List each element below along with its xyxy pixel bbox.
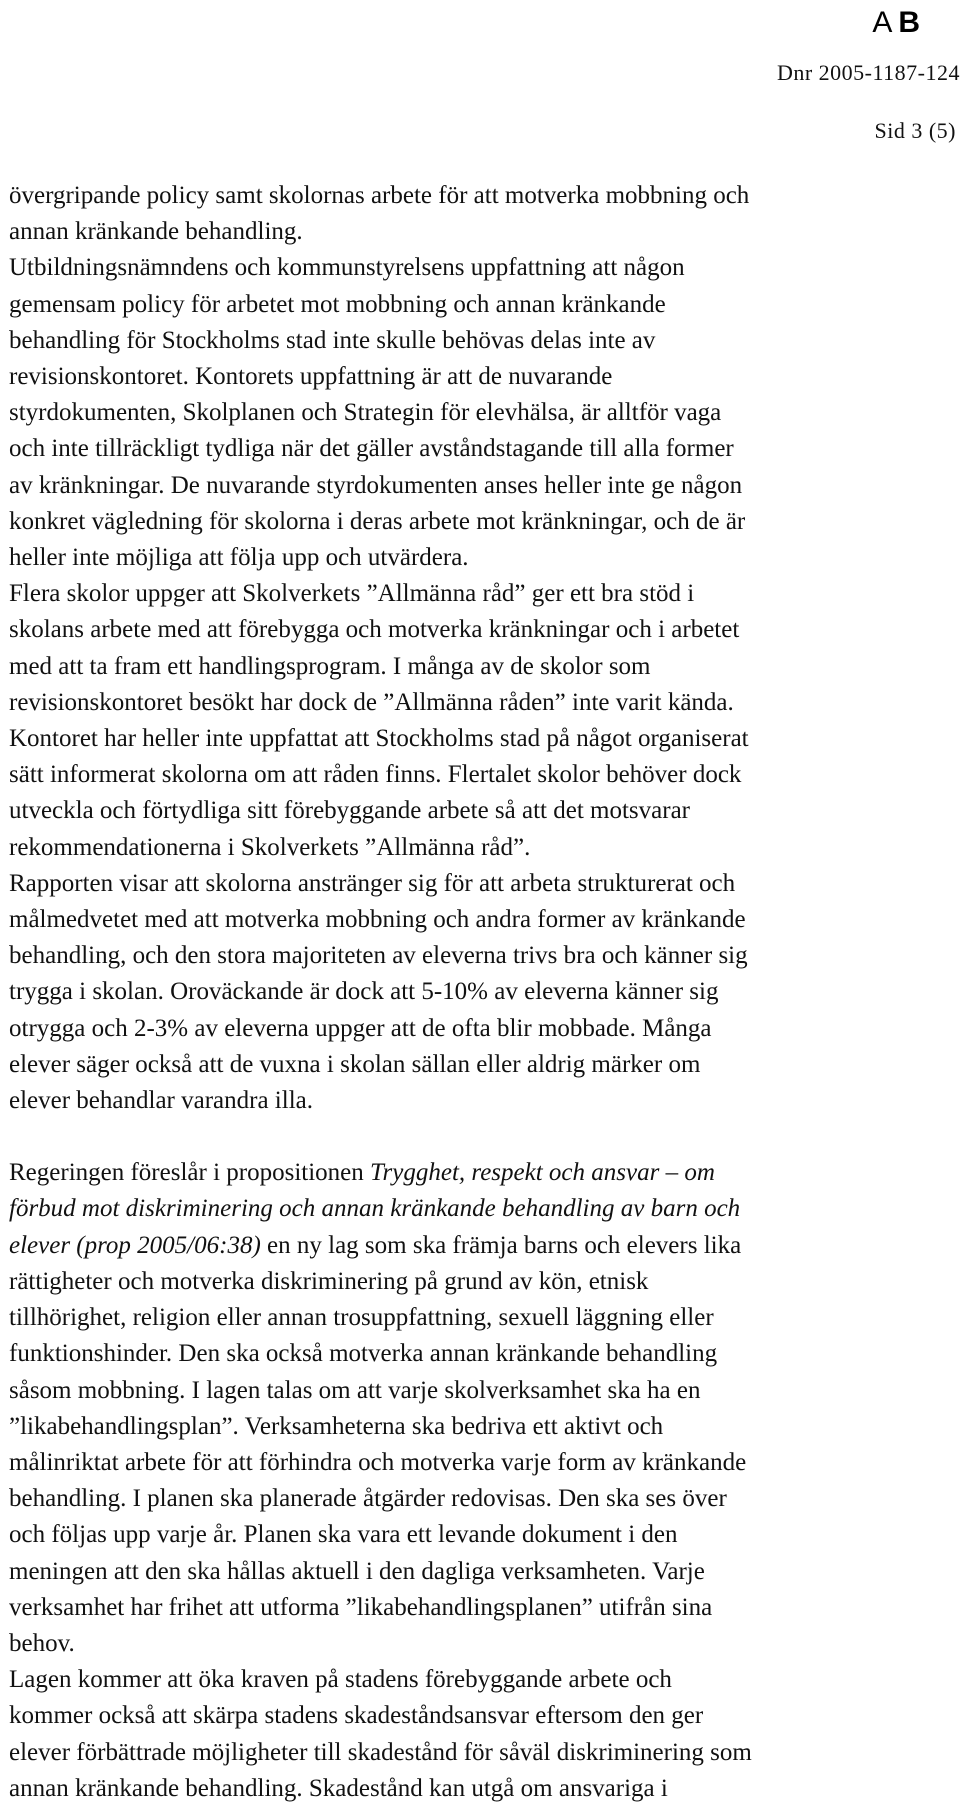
text-line: heller inte möjliga att följa upp och utvärdera. xyxy=(9,544,469,572)
text-line: gemensam policy för arbetet mot mobbning och annan kränkande xyxy=(9,290,666,318)
text-line: annan kränkande behandling. Skadestånd kan utgå om ansvariga i xyxy=(9,1774,668,1802)
text-line: annan kränkande behandling. xyxy=(9,218,303,246)
text-line: rättigheter och motverka diskriminering på grund av kön, etnisk xyxy=(9,1267,649,1295)
text-line: av kränkningar. De nuvarande styrdokumenten anses heller inte ge någon xyxy=(9,471,743,499)
text-line: behov. xyxy=(9,1629,75,1657)
text-line: verksamhet har frihet att utforma ”likabehandlingsplanen” utifrån sina xyxy=(9,1593,713,1621)
paragraph-6 xyxy=(9,1662,954,1807)
text-run: Regeringen föreslår i propositionen xyxy=(9,1159,371,1187)
proposition-title: förbud mot diskriminering och annan kränkande behandling av barn och xyxy=(9,1195,741,1223)
organization-logo xyxy=(872,6,926,40)
logo-letter-a: A xyxy=(872,6,899,39)
paragraph-spacer xyxy=(9,1119,954,1155)
text-line: Flera skolor uppger att Skolverkets ”Allmänna råd” ger ett bra stöd i xyxy=(9,580,695,608)
text-line: funktionshinder. Den ska också motverka annan kränkande behandling xyxy=(9,1340,718,1368)
document-number: Dnr 2005-1187-124 xyxy=(776,60,960,85)
text-line: med att ta fram ett handlingsprogram. I många av de skolor som xyxy=(9,652,651,680)
text-line: elever behandlar varandra illa. xyxy=(9,1087,313,1115)
body-text xyxy=(9,178,954,1807)
text-line: konkret vägledning för skolorna i deras arbete mot kränkningar, och de är xyxy=(9,507,746,535)
text-line: styrdokumenten, Skolplanen och Strategin för elevhälsa, är alltför vaga xyxy=(9,399,722,427)
text-line: behandling. I planen ska planerade åtgärder redovisas. Den ska ses över xyxy=(9,1485,727,1513)
text-line: och följas upp varje år. Planen ska vara ett levande dokument i den xyxy=(9,1521,678,1549)
text-line: Lagen kommer att öka kraven på stadens förebyggande arbete och xyxy=(9,1666,672,1694)
text-line: elever säger också att de vuxna i skolan sällan eller aldrig märker om xyxy=(9,1050,701,1078)
text-line: trygga i skolan. Oroväckande är dock att 5-10% av eleverna känner sig xyxy=(9,978,719,1006)
text-line: ”likabehandlingsplan”. Verksamheterna ska bedriva ett aktivt och xyxy=(9,1412,664,1440)
text-line: otrygga och 2-3% av eleverna uppger att de ofta blir mobbade. Många xyxy=(9,1014,712,1042)
text-line: såsom mobbning. I lagen talas om att varje skolverksamhet ska ha en xyxy=(9,1376,701,1404)
text-line: övergripande policy samt skolornas arbete för att motverka mobbning och xyxy=(9,182,750,209)
text-line: elever förbättrade möjligheter till skadestånd för såväl diskriminering som xyxy=(9,1738,752,1766)
text-line: målmedvetet med att motverka mobbning och andra former av kränkande xyxy=(9,906,746,934)
text-line xyxy=(9,1191,954,1227)
text-line: tillhörighet, religion eller annan trosuppfattning, sexuell läggning eller xyxy=(9,1304,714,1332)
paragraph-1 xyxy=(9,178,954,250)
paragraph-5 xyxy=(9,1155,954,1662)
text-line: utveckla och förtydliga sitt förebyggande arbete så att det motsvarar xyxy=(9,797,690,825)
proposition-title: Trygghet, respekt och ansvar – om xyxy=(370,1159,715,1187)
text-line: kommer också att skärpa stadens skadeståndsansvar eftersom den ger xyxy=(9,1702,704,1730)
paragraph-4 xyxy=(9,866,954,1119)
text-line: meningen att den ska hållas aktuell i den dagliga verksamheten. Varje xyxy=(9,1557,705,1585)
text-line xyxy=(9,1228,954,1264)
proposition-title: elever (prop 2005/06:38) xyxy=(9,1231,261,1259)
text-run: en ny lag som ska främja barns och elevers lika xyxy=(260,1231,742,1259)
text-line: revisionskontoret besökt har dock de ”Allmänna råden” inte varit kända. xyxy=(9,688,734,716)
text-line: behandling för Stockholms stad inte skulle behövas delas inte av xyxy=(9,326,656,354)
text-line: sätt informerat skolorna om att råden finns. Flertalet skolor behöver dock xyxy=(9,761,742,789)
text-line: revisionskontoret. Kontorets uppfattning är att de nuvarande xyxy=(9,363,613,391)
text-line: rekommendationerna i Skolverkets ”Allmänna råd”. xyxy=(9,833,531,861)
text-line: skolans arbete med att förebygga och motverka kränkningar och i arbetet xyxy=(9,616,740,644)
paragraph-2 xyxy=(9,250,954,576)
logo-letter-b: B xyxy=(898,6,926,39)
text-line: behandling, och den stora majoriteten av eleverna trivs bra och känner sig xyxy=(9,942,748,970)
paragraph-3 xyxy=(9,576,954,866)
text-line: Utbildningsnämndens och kommunstyrelsens uppfattning att någon xyxy=(9,254,685,282)
page-number: Sid 3 (5) xyxy=(874,118,956,143)
text-line: Kontoret har heller inte uppfattat att Stockholms stad på något organiserat xyxy=(9,725,749,753)
text-line xyxy=(9,1155,954,1191)
text-line: Rapporten visar att skolorna anstränger sig för att arbeta strukturerat och xyxy=(9,869,736,897)
text-line: målinriktat arbete för att förhindra och motverka varje form av kränkande xyxy=(9,1448,747,1476)
text-line: och inte tillräckligt tydliga när det gäller avståndstagande till alla former xyxy=(9,435,734,463)
